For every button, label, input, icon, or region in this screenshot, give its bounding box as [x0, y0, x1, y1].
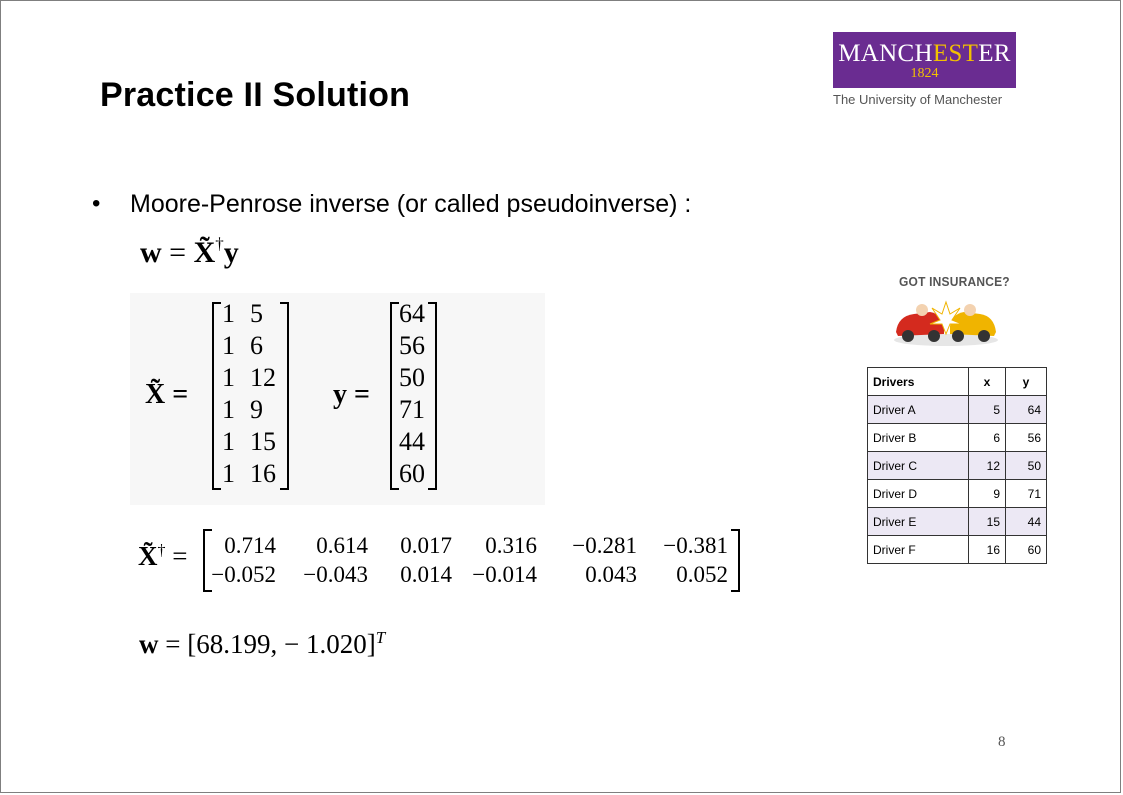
- pinv-cell: −0.014: [472, 562, 537, 587]
- bullet-text: Moore-Penrose inverse (or called pseudoinverse) :: [130, 190, 692, 218]
- drivers-table-body: [868, 396, 1047, 564]
- vector-y-cell: 50: [399, 363, 425, 392]
- matrix-x-label: X̃ =: [145, 379, 189, 410]
- pinv-cell: 0.017: [400, 533, 452, 558]
- matrix-x-cell: 15: [250, 427, 276, 456]
- table-row: [868, 452, 1047, 480]
- result-equation: w = [68.199, − 1.020]$^T$: [139, 628, 386, 659]
- vector-y: [390, 298, 440, 492]
- pinv-cell: 0.052: [676, 562, 728, 587]
- table-cell-y: 44: [1006, 508, 1047, 536]
- table-cell-driver: Driver B: [868, 424, 969, 452]
- matrix-x-cell: 5: [250, 299, 263, 328]
- table-cell-x: 16: [969, 536, 1006, 564]
- table-row: [868, 396, 1047, 424]
- table-row: [868, 536, 1047, 564]
- table-row: [868, 480, 1047, 508]
- table-row: [868, 424, 1047, 452]
- pinv-right-bracket: [731, 529, 740, 592]
- car-crash-illustration: [890, 294, 1002, 348]
- table-row: [868, 508, 1047, 536]
- table-cell-y: 56: [1006, 424, 1047, 452]
- pinv-cell: −0.052: [211, 562, 276, 587]
- logo-wordmark: MANCHESTER: [838, 40, 1011, 67]
- matrix-x-cell: 1: [222, 427, 235, 456]
- vector-y-left-bracket: [390, 302, 399, 490]
- table-cell-x: 5: [969, 396, 1006, 424]
- university-logo: [833, 32, 1016, 88]
- matrix-x-left-bracket: [212, 302, 221, 490]
- vector-y-cell: 64: [399, 299, 425, 328]
- matrix-x-cell: 6: [250, 331, 263, 360]
- matrix-x-cell: 1: [222, 459, 235, 488]
- matrix-x-cell: 1: [222, 299, 235, 328]
- table-cell-x: 6: [969, 424, 1006, 452]
- vector-y-cell: 44: [399, 427, 425, 456]
- page-title: Practice II Solution: [100, 76, 411, 114]
- table-cell-x: 12: [969, 452, 1006, 480]
- table-header-drivers: Drivers: [868, 368, 969, 396]
- bullet-marker: •: [92, 190, 101, 217]
- table-cell-y: 50: [1006, 452, 1047, 480]
- matrix-x-cell: 16: [250, 459, 276, 488]
- table-header-x: x: [969, 368, 1006, 396]
- matrix-x-right-bracket: [280, 302, 289, 490]
- pinv-cell: −0.281: [572, 533, 637, 558]
- logo-subtitle: The University of Manchester: [833, 92, 1003, 107]
- pinv-cell: 0.043: [585, 562, 637, 587]
- insurance-caption: GOT INSURANCE?: [899, 274, 1010, 290]
- matrix-x-col1: [222, 298, 235, 490]
- vector-y-cell: 60: [399, 459, 425, 488]
- vector-y-cell: 56: [399, 331, 425, 360]
- table-cell-y: 60: [1006, 536, 1047, 564]
- table-cell-driver: Driver A: [868, 396, 969, 424]
- table-header-y: y: [1006, 368, 1047, 396]
- table-cell-x: 9: [969, 480, 1006, 508]
- matrix-x-cell: 9: [250, 395, 263, 424]
- table-cell-driver: Driver C: [868, 452, 969, 480]
- page-number: 8: [998, 734, 1006, 750]
- pseudoinverse-equation: w = X̃†y: [140, 234, 239, 269]
- pinv-cell: −0.043: [303, 562, 368, 587]
- vector-y-right-bracket: [428, 302, 437, 490]
- table-cell-driver: Driver E: [868, 508, 969, 536]
- pinv-cell: 0.614: [316, 533, 368, 558]
- table-cell-y: 64: [1006, 396, 1047, 424]
- table-cell-driver: Driver F: [868, 536, 969, 564]
- pinv-cell: 0.014: [400, 562, 452, 587]
- vector-y-values: [399, 298, 425, 490]
- matrix-x: [212, 298, 292, 492]
- matrix-x-cell: 12: [250, 363, 276, 392]
- matrix-x-cell: 1: [222, 363, 235, 392]
- matrix-x-cell: 1: [222, 395, 235, 424]
- matrix-x-col2: [250, 298, 276, 490]
- pinv-cell: 0.316: [485, 533, 537, 558]
- vector-y-label: y =: [333, 379, 370, 410]
- pinv-label: X̃† =: [138, 541, 188, 571]
- pinv-cell: 0.714: [224, 533, 276, 558]
- table-cell-x: 15: [969, 508, 1006, 536]
- vector-y-cell: 71: [399, 395, 425, 424]
- logo-year: 1824: [910, 66, 939, 81]
- drivers-table: [867, 367, 1047, 564]
- matrix-x-cell: 1: [222, 331, 235, 360]
- pinv-cell: −0.381: [663, 533, 728, 558]
- table-cell-driver: Driver D: [868, 480, 969, 508]
- table-cell-y: 71: [1006, 480, 1047, 508]
